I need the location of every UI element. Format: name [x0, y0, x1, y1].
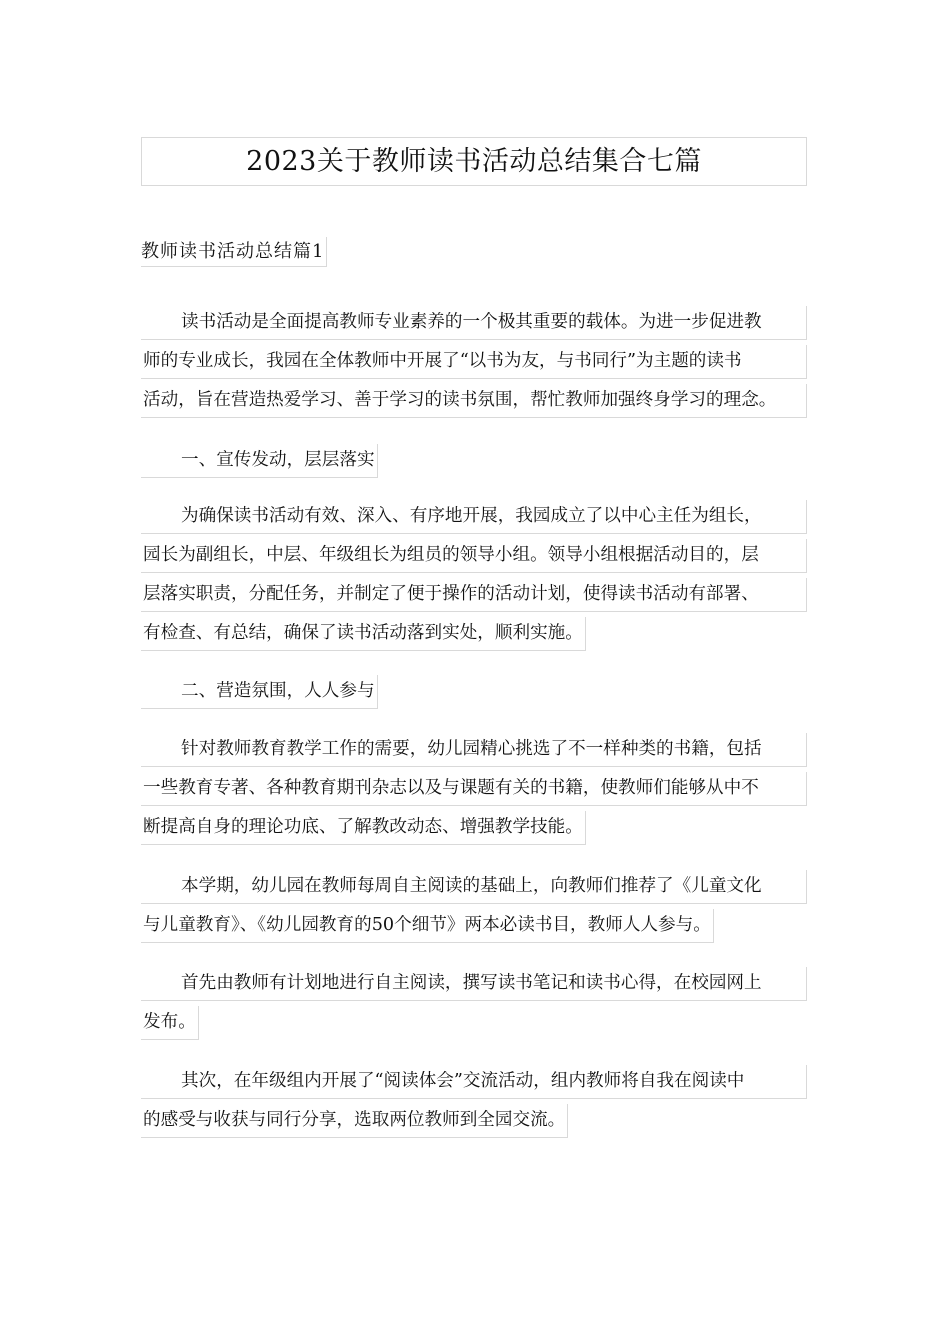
text-line: 师的专业成长，我园在全体教师中开展了“以书为友，与书同行”为主题的读书 [141, 345, 807, 379]
text-line: 针对教师教育教学工作的需要，幼儿园精心挑选了不一样种类的书籍，包括 [141, 733, 807, 767]
text-line: 层落实职责，分配任务，并制定了便于操作的活动计划，使得读书活动有部署、 [141, 578, 807, 612]
paragraph-second [141, 1065, 807, 1143]
text-line: 一些教育专著、各种教育期刊杂志以及与课题有关的书籍，使教师们能够从中不 [141, 772, 807, 806]
paragraph-books [141, 733, 807, 850]
paragraph-intro [141, 306, 807, 423]
text-line: 园长为副组长，中层、年级组长为组员的领导小组。领导小组根据活动目的，层 [141, 539, 807, 573]
text-line: 的感受与收获与同行分享，选取两位教师到全园交流。 [141, 1104, 568, 1138]
text-line: 一、宣传发动，层层落实 [141, 444, 378, 478]
subheading-2 [141, 675, 378, 714]
text-line: 读书活动是全面提高教师专业素养的一个极其重要的载体。为进一步促进教 [141, 306, 807, 340]
text-line: 活动，旨在营造热爱学习、善于学习的读书氛围，帮忙教师加强终身学习的理念。 [141, 384, 807, 418]
subheading-1 [141, 444, 378, 483]
text-line: 首先由教师有计划地进行自主阅读，撰写读书笔记和读书心得，在校园网上 [141, 967, 807, 1001]
text-line: 断提高自身的理论功底、了解教改动态、增强教学技能。 [141, 811, 586, 845]
text-line: 其次，在年级组内开展了“阅读体会”交流活动，组内教师将自我在阅读中 [141, 1065, 807, 1099]
paragraph-semester [141, 870, 807, 948]
document-title: 2023关于教师读书活动总结集合七篇 [141, 137, 807, 186]
text-line: 与儿童教育》、《幼儿园教育的50个细节》两本必读书目，教师人人参与。 [141, 909, 714, 943]
text-line: 本学期，幼儿园在教师每周自主阅读的基础上，向教师们推荐了《儿童文化 [141, 870, 807, 904]
paragraph-organization [141, 500, 807, 656]
section-heading: 教师读书活动总结篇1 [141, 237, 327, 267]
text-line: 为确保读书活动有效、深入、有序地开展，我园成立了以中心主任为组长， [141, 500, 807, 534]
text-line: 有检查、有总结，确保了读书活动落到实处，顺利实施。 [141, 617, 586, 651]
text-line: 二、营造氛围，人人参与 [141, 675, 378, 709]
text-line: 发布。 [141, 1006, 199, 1040]
paragraph-first [141, 967, 807, 1045]
